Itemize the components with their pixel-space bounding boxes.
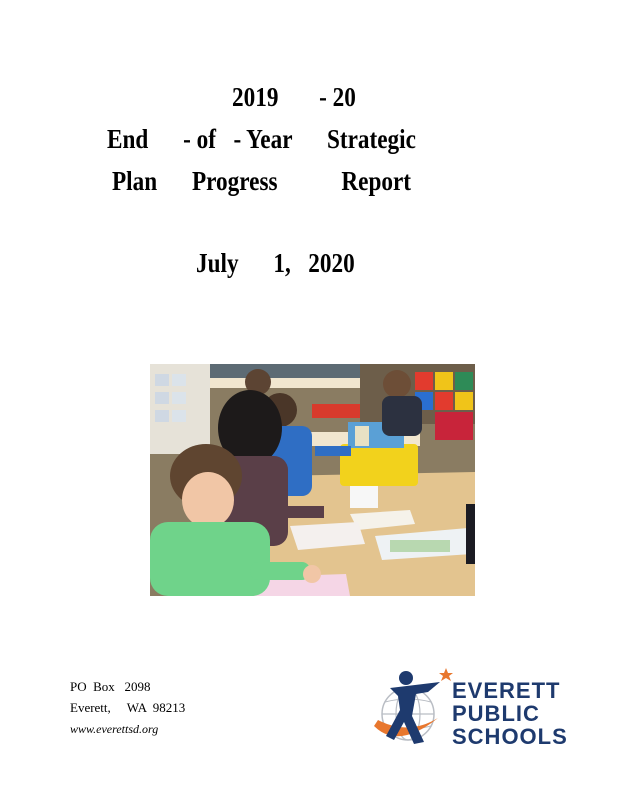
- title-line-3: Plan Progress Report: [112, 166, 412, 196]
- title-line-2: End - of - Year Strategic: [107, 124, 416, 154]
- title-year: 2019 - 20: [232, 82, 356, 112]
- address-po-box: PO Box 2098: [70, 679, 151, 694]
- logo-text-schools: SCHOOLS: [452, 724, 568, 749]
- logo-text-public: PUBLIC: [452, 701, 540, 726]
- website-text: www.everettsd.org: [70, 722, 159, 736]
- classroom-photo: [150, 364, 475, 596]
- logo-text-everett: EVERETT: [452, 678, 561, 703]
- address-city: Everett, WA 98213: [70, 700, 186, 715]
- report-date: July 1, 2020: [196, 248, 355, 278]
